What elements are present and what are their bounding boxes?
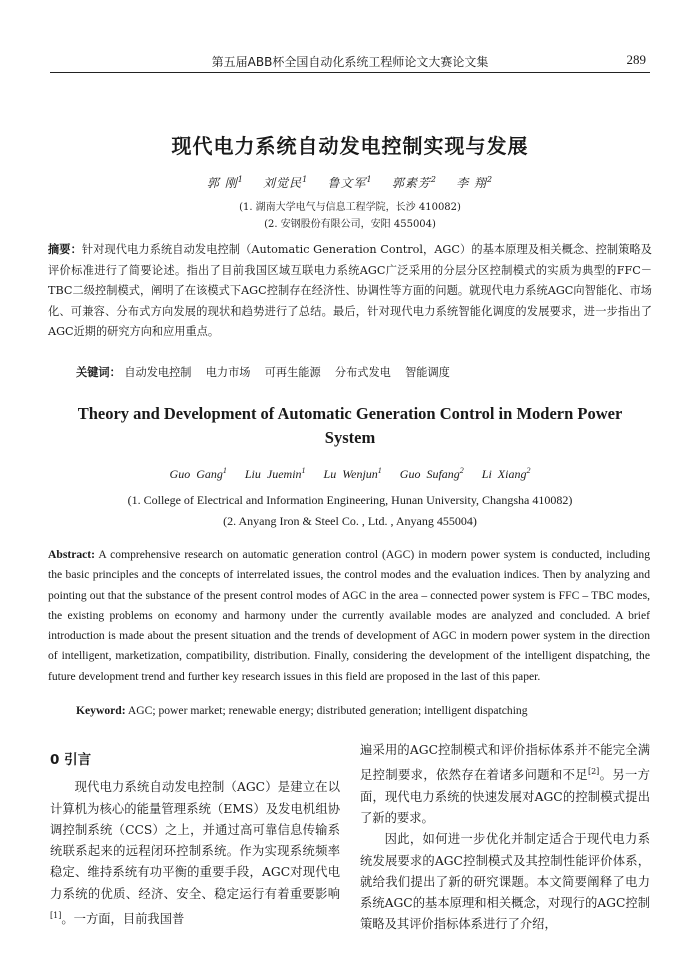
affiliation-en-2: (2. Anyang Iron & Steel Co. , Ltd. , Anyang 455004): [223, 514, 477, 528]
authors-cn: 郭 刚$^1$ 刘觉民$^1$ 鲁文军$^1$ 郭素芳$^2$ 李 翔$^2$: [206, 175, 494, 190]
body-paragraph: 遍采用的AGC控制模式和评价指标体系并不能完全满足控制要求，依然存在着诸多问题和不足[2]。另一方面，现代电力系统的快速发展对AGC的控制模式提出了新的要求。: [360, 743, 650, 825]
keyword-cn: 分布式发电: [334, 366, 391, 379]
keywords-en-label: Keyword:: [76, 704, 126, 717]
abstract-cn: [48, 240, 652, 343]
keywords-en-text: AGC; power market; renewable energy; distributed generation; intelligent dispatching: [127, 704, 528, 717]
keywords-en: [76, 704, 528, 717]
author-cn: 李 翔: [456, 176, 488, 190]
keyword-cn: 智能调度: [405, 366, 450, 379]
author-cn: 郭 刚: [206, 176, 238, 190]
body-paragraph: 现代电力系统自动发电控制（AGC）是建立在以计算机为核心的能量管理系统（EMS）及发电机组协调控制系统（CCS）之上，并通过高可靠信息传输系统联系起来的远程闭环控制系统。作为实现系统频率稳定、维持系统有功平衡的重要手段，AGC对现代电力系统的优质、经济、安全、稳定运行有着重要影响[1]。一方面，目前我国普: [50, 780, 340, 927]
author-en: Liu Juemin: [244, 467, 302, 481]
author-en: Guo Sufang: [399, 467, 460, 481]
keywords-cn-label: 关键词：: [76, 366, 121, 379]
abstract-cn-label: 摘要：: [48, 243, 82, 256]
abstract-cn-text: 针对现代电力系统自动发电控制（Automatic Generation Control，AGC）的基本原理及相关概念、控制策略及评价标准进行了简要论述。指出了目前我国区域互联电力系统AGC广泛采用的分层分区控制模式的实质为典型的FFC－TBC二级控制模式，阐明了在该模式下AGC控制存在经济性、协调性等方面的问题。就现代电力系统AGC向智能化、市场化、可兼容、分布式方向发展的现状和趋势进行了总结。最后，针对现代电力系统智能化调度的发展要求，进一步指出了AGC近期的研究方向和应用重点。: [48, 243, 652, 338]
author-en: Lu Wenjun: [323, 467, 378, 481]
paper-title-cn: 现代电力系统自动发电控制实现与发展: [171, 134, 529, 158]
paper-title-en: Theory and Development of Automatic Generation Control in Modern Power System: [77, 404, 623, 447]
abstract-en-text: A comprehensive research on automatic generation control (AGC) in modern power system is conducted, including the basic principles and the concepts of interrelated issues, the control modes and the evaluation indices. Then by analyzing and pointing out that the substance of the present control modes of AGC in the area – connected power system is FFC – TBC modes, the existing problems on economy and harmony under the currently available modes are analyzed and concluded. A brief introduction is made about the present situation and the trends of development of AGC in modern power system in the direction of intelligent, marketization, compatibility, distribution. Finally, considering the development of the intelligent dispatching, the future development trend and further key research issues in this field are proposed in the last of this paper.: [48, 548, 650, 683]
affiliation-en-1: (1. College of Electrical and Information Engineering, Hunan University, Changsha 410082): [127, 493, 573, 507]
affiliation-cn-2: (2. 安钢股份有限公司，安阳 455004): [264, 219, 436, 230]
running-header: [50, 50, 650, 73]
author-cn: 郭素芳: [391, 176, 431, 190]
keyword-cn: 电力市场: [205, 366, 251, 379]
author-cn: 鲁文军: [327, 176, 367, 190]
citation: [1]: [50, 911, 62, 921]
author-cn: 刘觉民: [263, 176, 303, 190]
abstract-en-label: Abstract:: [48, 548, 96, 561]
author-en: Li Xiang: [481, 467, 527, 481]
section-heading: 0 引言: [50, 752, 92, 768]
keyword-cn: 自动发电控制: [124, 366, 192, 379]
keyword-cn: 可再生能源: [264, 366, 321, 379]
affiliation-cn-1: (1. 湖南大学电气与信息工程学院，长沙 410082): [239, 202, 461, 213]
abstract-en: [48, 545, 650, 687]
citation: [2]: [587, 767, 600, 777]
keywords-cn: [76, 364, 450, 380]
body-paragraph: 因此，如何进一步优化并制定适合于现代电力系统发展要求的AGC控制模式及其控制性能评价体系，就给我们提出了新的研究课题。本文简要阐释了电力系统AGC的基本原理和相关概念，对现行的AGC控制策略及其评价指标体系进行了介绍，: [360, 832, 650, 932]
journal-title: 第五届ABB杯全国自动化系统工程师论文大赛论文集: [211, 55, 489, 69]
authors-en: Guo Gang$^1$ Liu Juemin$^1$ Lu Wenjun$^1$ Guo Sufang$^2$ Li Xiang$^2$: [169, 466, 531, 481]
body-column-left: [50, 740, 340, 930]
page-number: 289: [626, 52, 646, 67]
author-en: Guo Gang: [169, 467, 223, 481]
body-column-right: [360, 740, 650, 936]
